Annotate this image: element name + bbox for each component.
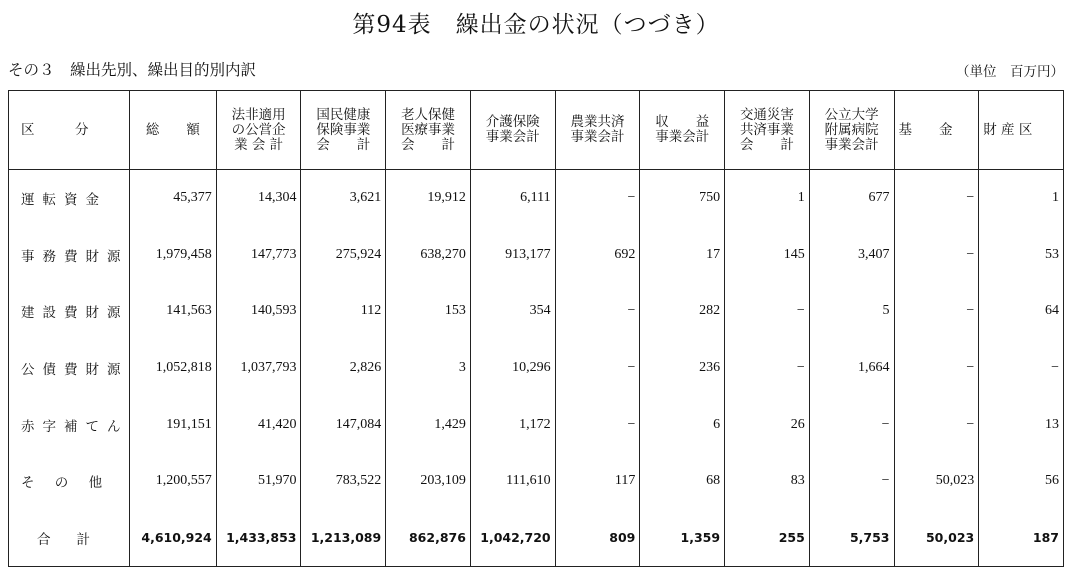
table-cell: 1,664 (809, 340, 894, 397)
column-header: 交通災害 共済事業 会 計 (725, 91, 810, 170)
table-cell: 1,042,720 (470, 509, 555, 566)
table-cell: 913,177 (470, 227, 555, 284)
table-cell: 147,773 (216, 227, 301, 284)
table-cell: 26 (725, 396, 810, 453)
table-cell: 145 (725, 227, 810, 284)
table-cell: 117 (555, 453, 640, 510)
table-cell: − (725, 340, 810, 397)
row-label: そ の 他 (9, 453, 130, 510)
table-cell: 1,052,818 (130, 340, 217, 397)
table-cell: 692 (555, 227, 640, 284)
row-label: 赤字補てん (9, 396, 130, 453)
table-cell: 50,023 (894, 509, 979, 566)
table-subtitle: その３ 繰出先別、繰出目的別内訳 (8, 61, 257, 79)
column-header: 介護保険 事業会計 (470, 91, 555, 170)
table-cell: 140,593 (216, 283, 301, 340)
table-cell: 68 (640, 453, 725, 510)
table-row (9, 453, 1064, 510)
table-cell: 111,610 (470, 453, 555, 510)
table-cell: 19,912 (386, 170, 471, 227)
table-cell: 112 (301, 283, 386, 340)
table-cell: 282 (640, 283, 725, 340)
table-cell: 1,979,458 (130, 227, 217, 284)
table-cell: 809 (555, 509, 640, 566)
table-cell: − (555, 340, 640, 397)
column-header: 国民健康 保険事業 会 計 (301, 91, 386, 170)
table-cell: 187 (979, 509, 1064, 566)
table-cell: 638,270 (386, 227, 471, 284)
column-header: 公立大学 附属病院 事業会計 (809, 91, 894, 170)
table-cell: 147,084 (301, 396, 386, 453)
total-row (9, 509, 1064, 566)
table-cell: 64 (979, 283, 1064, 340)
table-row (9, 340, 1064, 397)
table-cell: 1 (725, 170, 810, 227)
table-cell: 153 (386, 283, 471, 340)
table-cell: − (555, 283, 640, 340)
table-cell: 783,522 (301, 453, 386, 510)
table-cell: 83 (725, 453, 810, 510)
table-cell: − (894, 396, 979, 453)
table-cell: 45,377 (130, 170, 217, 227)
column-header: 収 益 事業会計 (640, 91, 725, 170)
table-cell: − (809, 453, 894, 510)
table-row (9, 227, 1064, 284)
table-cell: 1,200,557 (130, 453, 217, 510)
table-cell: 1,433,853 (216, 509, 301, 566)
table-cell: 17 (640, 227, 725, 284)
table-cell: 14,304 (216, 170, 301, 227)
column-header: 区 分 (9, 91, 130, 170)
table-cell: 1,037,793 (216, 340, 301, 397)
table-cell: 3,621 (301, 170, 386, 227)
column-header: 財 産 区 (979, 91, 1064, 170)
row-label: 公債費財源 (9, 340, 130, 397)
table-body (9, 170, 1064, 567)
table-cell: 236 (640, 340, 725, 397)
table-cell: 3 (386, 340, 471, 397)
table-cell: 13 (979, 396, 1064, 453)
header-row (9, 91, 1064, 170)
table-cell: 5,753 (809, 509, 894, 566)
table-cell: 1,359 (640, 509, 725, 566)
row-label: 事務費財源 (9, 227, 130, 284)
table-cell: − (555, 396, 640, 453)
table-cell: 53 (979, 227, 1064, 284)
table-cell: 6 (640, 396, 725, 453)
table-cell: 275,924 (301, 227, 386, 284)
table-cell: 1,213,089 (301, 509, 386, 566)
table-cell: 2,826 (301, 340, 386, 397)
table-cell: 677 (809, 170, 894, 227)
table-cell: 41,420 (216, 396, 301, 453)
table-cell: 203,109 (386, 453, 471, 510)
table-cell: 862,876 (386, 509, 471, 566)
row-label: 運転資金 (9, 170, 130, 227)
row-label: 建設費財源 (9, 283, 130, 340)
column-header: 法非適用 の公営企 業 会 計 (216, 91, 301, 170)
table-row (9, 170, 1064, 227)
table-cell: 5 (809, 283, 894, 340)
column-header: 総 額 (130, 91, 217, 170)
table-cell: 191,151 (130, 396, 217, 453)
table-cell: 56 (979, 453, 1064, 510)
table-row (9, 396, 1064, 453)
column-header: 農業共済 事業会計 (555, 91, 640, 170)
table-cell: 10,296 (470, 340, 555, 397)
table-cell: 3,407 (809, 227, 894, 284)
table-cell: − (894, 227, 979, 284)
table-cell: 1,429 (386, 396, 471, 453)
table-cell: 4,610,924 (130, 509, 217, 566)
table-cell: − (725, 283, 810, 340)
table-cell: − (894, 170, 979, 227)
table-cell: 1,172 (470, 396, 555, 453)
table-cell: 750 (640, 170, 725, 227)
row-label: 合計 (9, 509, 130, 566)
transfer-table (8, 90, 1064, 567)
column-header: 老人保健 医療事業 会 計 (386, 91, 471, 170)
column-header: 基 金 (894, 91, 979, 170)
table-cell: − (555, 170, 640, 227)
table-cell: 354 (470, 283, 555, 340)
table-cell: 255 (725, 509, 810, 566)
table-cell: − (979, 340, 1064, 397)
table-row (9, 283, 1064, 340)
table-cell: 50,023 (894, 453, 979, 510)
table-cell: − (894, 340, 979, 397)
table-cell: 51,970 (216, 453, 301, 510)
table-cell: − (894, 283, 979, 340)
unit-label: （単位 百万円） (956, 64, 1064, 80)
table-cell: 141,563 (130, 283, 217, 340)
table-cell: 6,111 (470, 170, 555, 227)
page-title: 第94表 繰出金の状況（つづき） (352, 12, 720, 38)
table-cell: − (809, 396, 894, 453)
table-cell: 1 (979, 170, 1064, 227)
